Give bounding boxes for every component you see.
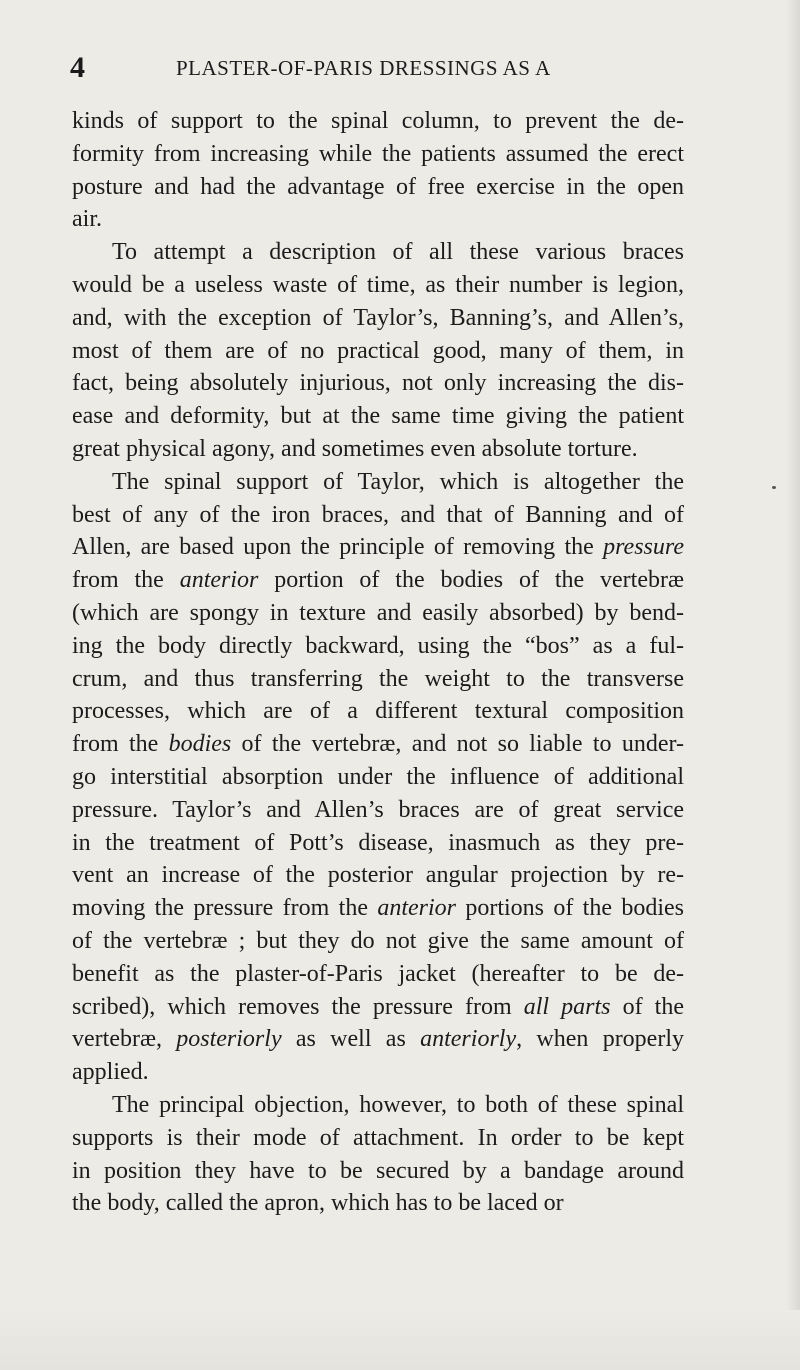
text-line bbox=[72, 1187, 684, 1220]
text-segment: fact, being absolutely injurious, not only increasing the dis- bbox=[72, 370, 684, 397]
text-line bbox=[72, 564, 684, 597]
text-segment: benefit as the plaster-of-Paris jacket (hereafter to be de- bbox=[72, 960, 684, 987]
text-line bbox=[72, 663, 684, 696]
text-segment: and, with the exception of Taylor’s, Banning’s, and Allen’s, bbox=[72, 304, 684, 331]
page-bottom-margin bbox=[0, 1310, 800, 1370]
text-line bbox=[72, 171, 684, 204]
text-line bbox=[72, 892, 684, 925]
text-segment: ing the body directly backward, using the “bos” as a ful- bbox=[72, 632, 684, 659]
text-segment: pressure. Taylor’s and Allen’s braces are of great service bbox=[72, 796, 684, 823]
text-line bbox=[72, 138, 684, 171]
text-line bbox=[72, 630, 684, 663]
text-segment: processes, which are of a different textural composition bbox=[72, 698, 684, 725]
text-segment: , when properly bbox=[516, 1026, 684, 1053]
text-line bbox=[72, 269, 684, 302]
text-line bbox=[72, 367, 684, 400]
text-segment: as well as bbox=[281, 1026, 421, 1053]
italic-segment: anterior bbox=[179, 567, 259, 594]
running-title: PLASTER-OF-PARIS DRESSINGS AS A bbox=[176, 56, 551, 80]
text-segment: of the vertebræ, and not so liable to under- bbox=[231, 731, 684, 758]
text-line bbox=[72, 859, 684, 892]
body-text bbox=[72, 105, 684, 1220]
italic-segment: all parts bbox=[523, 993, 611, 1020]
text-segment: from the bbox=[72, 567, 180, 594]
italic-segment: anteriorly bbox=[420, 1026, 517, 1053]
text-line bbox=[72, 105, 684, 138]
text-segment: air. bbox=[72, 206, 102, 233]
page-number: 4 bbox=[70, 51, 85, 84]
text-line bbox=[72, 400, 684, 433]
text-line bbox=[72, 925, 684, 958]
text-segment: would be a useless waste of time, as their number is legion, bbox=[72, 271, 684, 298]
text-line bbox=[72, 597, 684, 630]
text-segment: (which are spongy in texture and easily absorbed) by bend- bbox=[72, 599, 684, 626]
text-line bbox=[72, 1155, 684, 1188]
text-segment: supports is their mode of attachment. In order to be kept bbox=[72, 1124, 684, 1151]
text-segment: applied. bbox=[72, 1059, 149, 1086]
italic-segment: pressure bbox=[603, 534, 684, 561]
text-segment: in the treatment of Pott’s disease, inasmuch as they pre- bbox=[72, 829, 684, 856]
text-segment: vertebræ, bbox=[72, 1026, 177, 1053]
text-line bbox=[72, 499, 684, 532]
text-line bbox=[72, 302, 684, 335]
text-segment: from the bbox=[72, 731, 169, 758]
text-line bbox=[72, 827, 684, 860]
text-segment: posture and had the advantage of free exercise in the open bbox=[72, 173, 684, 200]
text-segment: best of any of the iron braces, and that of Banning and of bbox=[72, 501, 684, 528]
text-segment: go interstitial absorption under the influence of additional bbox=[72, 763, 684, 790]
text-line bbox=[72, 695, 684, 728]
text-line bbox=[72, 433, 684, 466]
text-segment: moving the pressure from the bbox=[72, 895, 378, 922]
text-segment: in position they have to be secured by a bandage around bbox=[72, 1157, 684, 1184]
text-segment: portions of the bodies bbox=[455, 895, 684, 922]
text-line bbox=[72, 335, 684, 368]
text-line bbox=[72, 794, 684, 827]
text-line bbox=[72, 466, 684, 499]
text-segment: crum, and thus transferring the weight to the transverse bbox=[72, 665, 684, 692]
text-segment: of the vertebræ ; but they do not give the same amount of bbox=[72, 927, 684, 954]
text-segment: The principal objection, however, to both of these spinal bbox=[112, 1091, 684, 1118]
text-segment: most of them are of no practical good, many of them, in bbox=[72, 337, 684, 364]
italic-segment: posteriorly bbox=[176, 1026, 282, 1053]
print-speck bbox=[772, 486, 776, 489]
text-line bbox=[72, 1122, 684, 1155]
italic-segment: bodies bbox=[168, 731, 232, 758]
page-edge-shadow bbox=[786, 0, 800, 1370]
text-line bbox=[72, 761, 684, 794]
text-segment: the body, called the apron, which has to be laced or bbox=[72, 1190, 564, 1217]
text-line bbox=[72, 236, 684, 269]
text-segment: formity from increasing while the patients assumed the erect bbox=[72, 140, 684, 167]
text-segment: great physical agony, and sometimes even absolute torture. bbox=[72, 435, 638, 462]
text-line bbox=[72, 531, 684, 564]
text-segment: vent an increase of the posterior angular projection by re- bbox=[72, 862, 684, 889]
running-header bbox=[70, 48, 710, 88]
text-segment: kinds of support to the spinal column, to prevent the de- bbox=[72, 108, 684, 134]
text-line bbox=[72, 1056, 684, 1089]
text-segment: ease and deformity, but at the same time giving the patient bbox=[72, 403, 684, 430]
text-line bbox=[72, 958, 684, 991]
text-line bbox=[72, 1023, 684, 1056]
italic-segment: anterior bbox=[377, 895, 456, 922]
text-line bbox=[72, 991, 684, 1024]
text-segment: The spinal support of Taylor, which is altogether the bbox=[112, 468, 684, 495]
text-segment: Allen, are based upon the principle of removing the bbox=[72, 534, 604, 561]
text-line bbox=[72, 1089, 684, 1122]
text-segment: scribed), which removes the pressure from bbox=[72, 993, 524, 1020]
text-segment: of the bbox=[610, 993, 685, 1020]
text-line bbox=[72, 203, 684, 236]
text-segment: portion of the bodies of the vertebræ bbox=[258, 567, 684, 594]
text-segment: To attempt a description of all these various braces bbox=[112, 239, 684, 266]
text-line bbox=[72, 728, 684, 761]
